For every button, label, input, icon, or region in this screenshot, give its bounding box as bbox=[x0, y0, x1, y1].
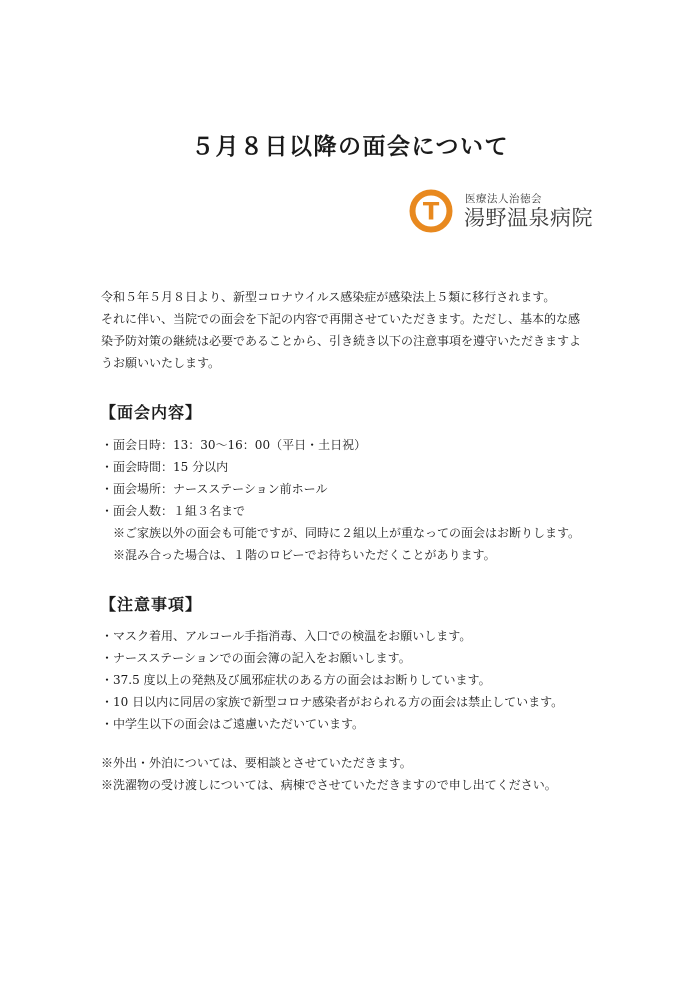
list-item: ・面会人数：１組３名まで bbox=[101, 504, 246, 518]
sub-note: ※ご家族以外の面会も可能ですが、同時に２組以上が重なっての面会はお断りします。 bbox=[113, 526, 581, 540]
hospital-name: 湯野温泉病院 bbox=[464, 206, 593, 230]
intro-line: うお願いいたします。 bbox=[101, 356, 221, 370]
list-item: ・中学生以下の面会はご遠慮いただいています。 bbox=[101, 717, 365, 731]
list-item: ・面会日時：13：30～16：00（平日・土日祝） bbox=[101, 438, 367, 452]
footnote: ※洗濯物の受け渡しについては、病棟でさせていただきますので申し出てください。 bbox=[101, 778, 557, 792]
page-title: ５月８日以降の面会について bbox=[190, 133, 510, 160]
sub-note: ※混み合った場合は、１階のロビーでお待ちいただくことがあります。 bbox=[113, 548, 496, 562]
intro-line: それに伴い、当院での面会を下記の内容で再開させていただきます。ただし、基本的な感 bbox=[101, 312, 581, 326]
logo-letter: T bbox=[422, 197, 440, 226]
list-item: ・面会場所：ナースステーション前ホール bbox=[101, 482, 328, 496]
visit-details-heading: 【面会内容】 bbox=[100, 403, 203, 422]
precautions-list bbox=[101, 625, 563, 735]
hospital-logo bbox=[409, 188, 609, 238]
intro-line: 令和５年５月８日より、新型コロナウイルス感染症が感染法上５類に移行されます。 bbox=[101, 290, 556, 304]
footnote: ※外出・外泊については、要相談とさせていただきます。 bbox=[101, 756, 412, 770]
intro-line: 染予防対策の継続は必要であることから、引き続き以下の注意事項を遵守いただきますよ bbox=[101, 334, 582, 348]
visit-details-list bbox=[101, 434, 580, 566]
list-item: ・面会時間：15 分以内 bbox=[101, 460, 229, 474]
list-item: ・ナースステーションでの面会簿の記入をお願いします。 bbox=[101, 651, 411, 665]
list-item: ・10 日以内に同居の家族で新型コロナ感染者がおられる方の面会は禁止しています。 bbox=[101, 695, 564, 709]
list-item: ・37.5 度以上の発熱及び風邪症状のある方の面会はお断りしています。 bbox=[101, 673, 491, 687]
footnotes bbox=[101, 752, 557, 796]
precautions-heading: 【注意事項】 bbox=[100, 595, 203, 614]
corporation-name: 医療法人治徳会 bbox=[465, 193, 542, 205]
intro-paragraph bbox=[101, 286, 606, 374]
list-item: ・マスク着用、アルコール手指消毒、入口での検温をお願いします。 bbox=[101, 629, 472, 643]
hospital-logo-icon bbox=[409, 189, 453, 233]
